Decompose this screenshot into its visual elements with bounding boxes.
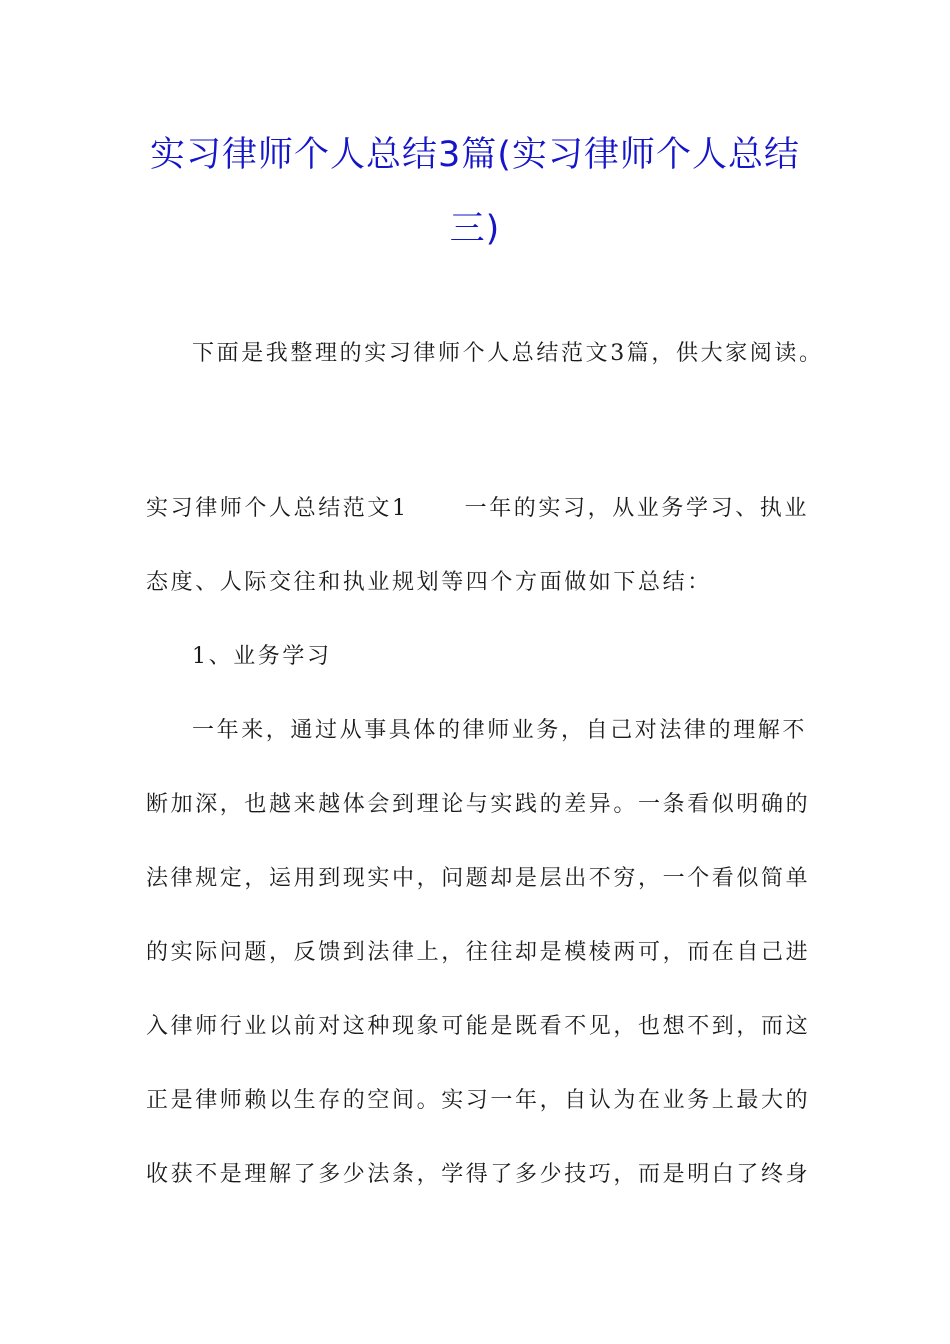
paragraph-line: 一年来，通过从事具体的律师业务，自己对法律的理解不 xyxy=(192,718,808,743)
title-line-2: 三) xyxy=(449,209,501,249)
paragraph-line: 断加深，也越来越体会到理论与实践的差异。一条看似明确的 xyxy=(146,792,811,817)
intro-paragraph xyxy=(192,317,824,391)
section-1-heading: 实习律师个人总结范文1 xyxy=(146,496,409,521)
document-title xyxy=(120,118,830,266)
section-1-first-line-text: 一年的实习，从业务学习、执业 xyxy=(464,496,810,521)
subheading-line: 1、业务学习 xyxy=(192,644,332,669)
paragraph-line: 的实际问题，反馈到法律上，往往却是模棱两可，而在自己进 xyxy=(146,940,811,965)
section-1-second-line: 态度、人际交往和执业规划等四个方面做如下总结： xyxy=(146,570,712,595)
section-1-first-line xyxy=(146,472,810,546)
intro-line: 下面是我整理的实习律师个人总结范文3篇，供大家阅读。 xyxy=(192,341,824,366)
paragraph-line: 正是律师赖以生存的空间。实习一年，自认为在业务上最大的 xyxy=(146,1088,811,1113)
business-study-paragraph xyxy=(146,694,811,1212)
subheading-business-study xyxy=(192,620,806,694)
paragraph-line: 收获不是理解了多少法条，学得了多少技巧，而是明白了终身 xyxy=(146,1162,811,1187)
title-line-1: 实习律师个人总结3篇(实习律师个人总结 xyxy=(150,135,800,175)
paragraph-line: 法律规定，运用到现实中，问题却是层出不穷，一个看似简单 xyxy=(146,866,811,891)
paragraph-line: 入律师行业以前对这种现象可能是既看不见，也想不到，而这 xyxy=(146,1014,811,1039)
section-1-opening xyxy=(146,472,810,620)
